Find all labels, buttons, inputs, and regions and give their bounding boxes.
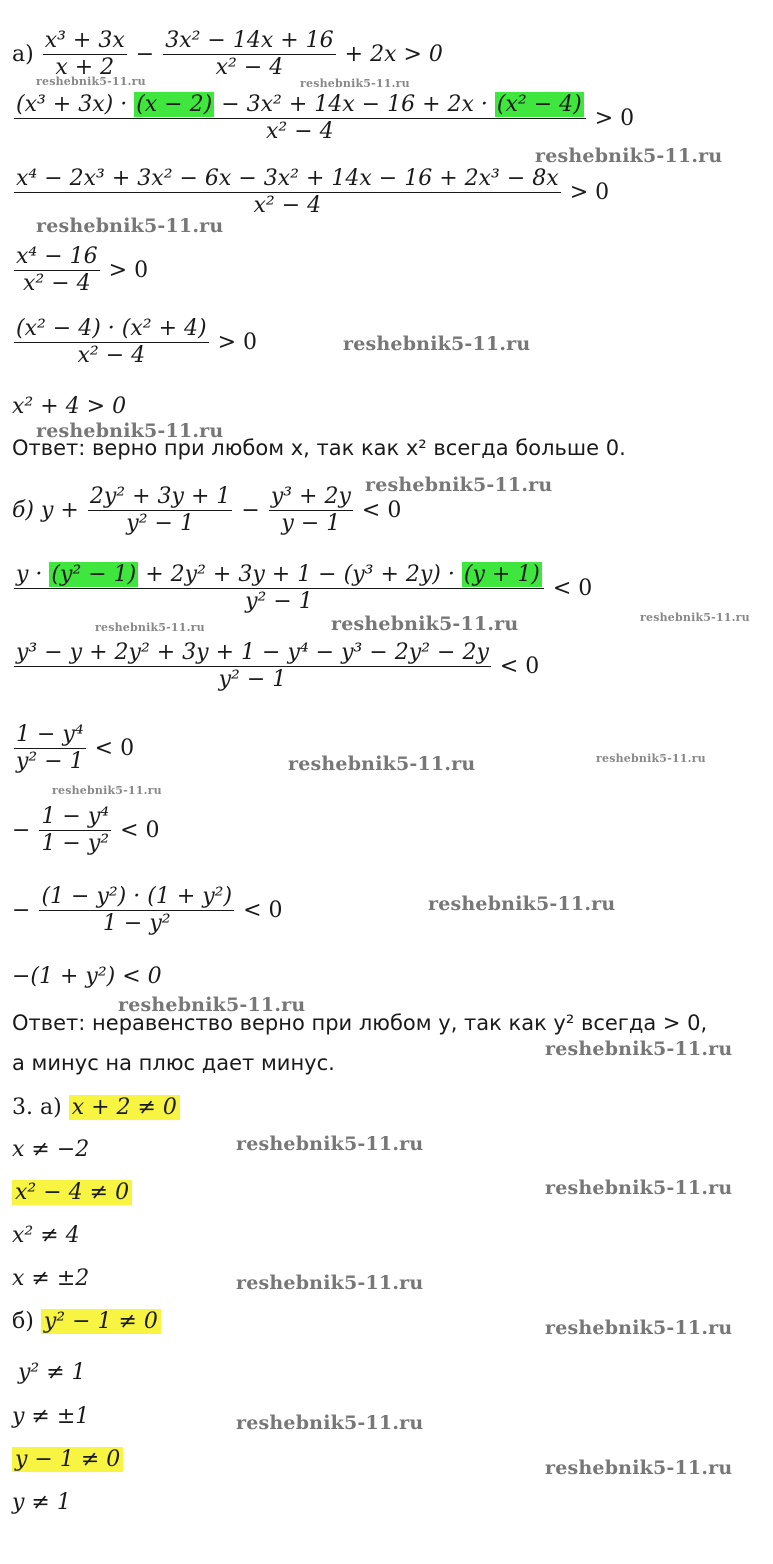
part-a-line-4: $\frac{\text{x⁴ − 16}}{\text{x² − 4}}$ > 0	[16, 244, 149, 296]
part-a-line-5: $\frac{\text{(x² − 4) · (x² + 4)}}{\text{x² − 4}}$ > 0	[16, 316, 258, 368]
highlight-green: (x² − 4)	[496, 92, 582, 117]
watermark: reshebnik5-11.ru	[640, 611, 750, 624]
part-3-a-line-5: x ≠ ±2	[12, 1266, 90, 1291]
watermark: reshebnik5-11.ru	[343, 333, 531, 355]
fraction: $\frac{\text{y · (y² − 1) + 2y² + 3y + 1 − (y³ + 2y) · (y + 1)}}{\text{y² − 1}}$	[14, 562, 544, 615]
watermark: reshebnik5-11.ru	[545, 1038, 733, 1060]
part-b-line-4: $\frac{\text{1 − y⁴}}{\text{y² − 1}}$ < 0	[16, 722, 135, 774]
watermark: reshebnik5-11.ru	[300, 77, 410, 90]
part-3-a-line-1	[12, 1093, 180, 1123]
part-b-line-7: −(1 + y²) < 0	[12, 964, 162, 989]
part-3-a-line-4: x² ≠ 4	[12, 1223, 80, 1248]
part-a-line-1: а) $\frac{\text{x³ + 3x}}{x + 2}$ − $\frac{\text{3x² − 14x + 16}}{\text{x² − 4}}$ + 2x > 0	[12, 28, 443, 80]
highlight-yellow: y − 1 ≠ 0	[12, 1447, 123, 1472]
watermark: reshebnik5-11.ru	[545, 1457, 733, 1479]
part-3-b-line-4	[12, 1445, 123, 1475]
item-label: 3. а)	[12, 1095, 62, 1120]
watermark: reshebnik5-11.ru	[365, 474, 553, 496]
watermark: reshebnik5-11.ru	[36, 420, 224, 442]
fraction: $\frac{\text{x⁴ − 2x³ + 3x² − 6x − 3x² + 14x − 16 + 2x³ − 8x}}{\text{x² − 4}}$	[16, 166, 559, 218]
part-b-line-1: б) y + $\frac{\text{2y² + 3y + 1}}{\text{y² − 1}}$ − $\frac{\text{y³ + 2y}}{y - 1}$ < 0	[12, 484, 402, 536]
fraction: $\frac{\text{(x³ + 3x) · (x − 2) − 3x² + 14x − 16 + 2x · (x² − 4)}}{\text{x² − 4}}$	[14, 92, 586, 145]
item-label: а)	[12, 41, 34, 67]
highlight-yellow: x² − 4 ≠ 0	[12, 1180, 132, 1205]
part-3-b-line-5: y ≠ 1	[12, 1490, 71, 1515]
part-b-line-3: $\frac{\text{y³ − y + 2y² + 3y + 1 − y⁴ − y³ − 2y² − 2y}}{\text{y² − 1}}$ < 0	[16, 640, 540, 692]
fraction: $\frac{\text{3x² − 14x + 16}}{\text{x² − 4}}$	[165, 28, 334, 80]
fraction: $\frac{\text{x³ + 3x}}{x + 2}$	[44, 28, 125, 80]
watermark: reshebnik5-11.ru	[535, 145, 723, 167]
part-b-answer-2: а минус на плюс дает минус.	[12, 1051, 335, 1075]
highlight-yellow: y² − 1 ≠ 0	[41, 1309, 161, 1334]
watermark: reshebnik5-11.ru	[118, 994, 306, 1016]
highlight-green: (y² − 1)	[51, 562, 137, 587]
fraction: $\frac{\text{(1 − y²) · (1 + y²)}}{\text{1 − y²}}$	[41, 884, 233, 936]
watermark: reshebnik5-11.ru	[236, 1272, 424, 1294]
part-b-answer-1: Ответ: неравенство верно при любом y, так как y² всегда > 0,	[12, 1011, 708, 1035]
part-3-b-line-3: y ≠ ±1	[12, 1404, 90, 1429]
watermark: reshebnik5-11.ru	[331, 613, 519, 635]
part-b-line-2: $\frac{\text{y · (y² − 1) + 2y² + 3y + 1 − (y³ + 2y) · (y + 1)}}{\text{y² − 1}}$ < 0	[16, 562, 593, 614]
part-3-a-line-3	[12, 1178, 132, 1208]
watermark: reshebnik5-11.ru	[36, 75, 146, 88]
watermark: reshebnik5-11.ru	[95, 621, 205, 634]
watermark: reshebnik5-11.ru	[545, 1317, 733, 1339]
fraction: $\frac{\text{y³ + 2y}}{y - 1}$	[270, 484, 351, 536]
highlight-green: (x − 2)	[136, 92, 213, 117]
part-3-b-line-1	[12, 1307, 161, 1337]
fraction: $\frac{\text{y³ − y + 2y² + 3y + 1 − y⁴ − y³ − 2y² − 2y}}{\text{y² − 1}}$	[16, 640, 489, 692]
part-b-line-5: − $\frac{\text{1 − y⁴}}{\text{1 − y²}}$ < 0	[12, 804, 160, 856]
part-a-line-6: x² + 4 > 0	[12, 394, 127, 419]
watermark: reshebnik5-11.ru	[545, 1177, 733, 1199]
part-3-a-line-2: x ≠ −2	[12, 1137, 90, 1162]
watermark: reshebnik5-11.ru	[52, 784, 162, 797]
highlight-green: (y + 1)	[463, 562, 540, 587]
fraction: $\frac{\text{(x² − 4) · (x² + 4)}}{\text{x² − 4}}$	[16, 316, 207, 368]
part-a-answer: Ответ: верно при любом x, так как x² всегда больше 0.	[12, 436, 626, 460]
part-a-line-3: $\frac{\text{x⁴ − 2x³ + 3x² − 6x − 3x² + 14x − 16 + 2x³ − 8x}}{\text{x² − 4}}$ > 0	[16, 166, 610, 218]
watermark: reshebnik5-11.ru	[288, 753, 476, 775]
item-label: б)	[12, 1309, 34, 1334]
fraction: $\frac{\text{1 − y⁴}}{\text{y² − 1}}$	[16, 722, 84, 774]
watermark: reshebnik5-11.ru	[236, 1133, 424, 1155]
watermark: reshebnik5-11.ru	[36, 215, 224, 237]
fraction: $\frac{\text{x⁴ − 16}}{\text{x² − 4}}$	[16, 244, 98, 296]
watermark: reshebnik5-11.ru	[596, 752, 706, 765]
fraction: $\frac{\text{1 − y⁴}}{\text{1 − y²}}$	[41, 804, 110, 856]
watermark: reshebnik5-11.ru	[236, 1412, 424, 1434]
watermark: reshebnik5-11.ru	[428, 893, 616, 915]
part-a-line-2: $\frac{\text{(x³ + 3x) · (x − 2) − 3x² + 14x − 16 + 2x · (x² − 4)}}{\text{x² − 4}}$ > 0	[16, 92, 635, 144]
part-3-b-line-2: y² ≠ 1	[18, 1360, 86, 1385]
part-b-line-6: − $\frac{\text{(1 − y²) · (1 + y²)}}{\text{1 − y²}}$ < 0	[12, 884, 283, 936]
highlight-yellow: x + 2 ≠ 0	[69, 1095, 180, 1120]
fraction: $\frac{\text{2y² + 3y + 1}}{\text{y² − 1}}$	[89, 484, 231, 536]
